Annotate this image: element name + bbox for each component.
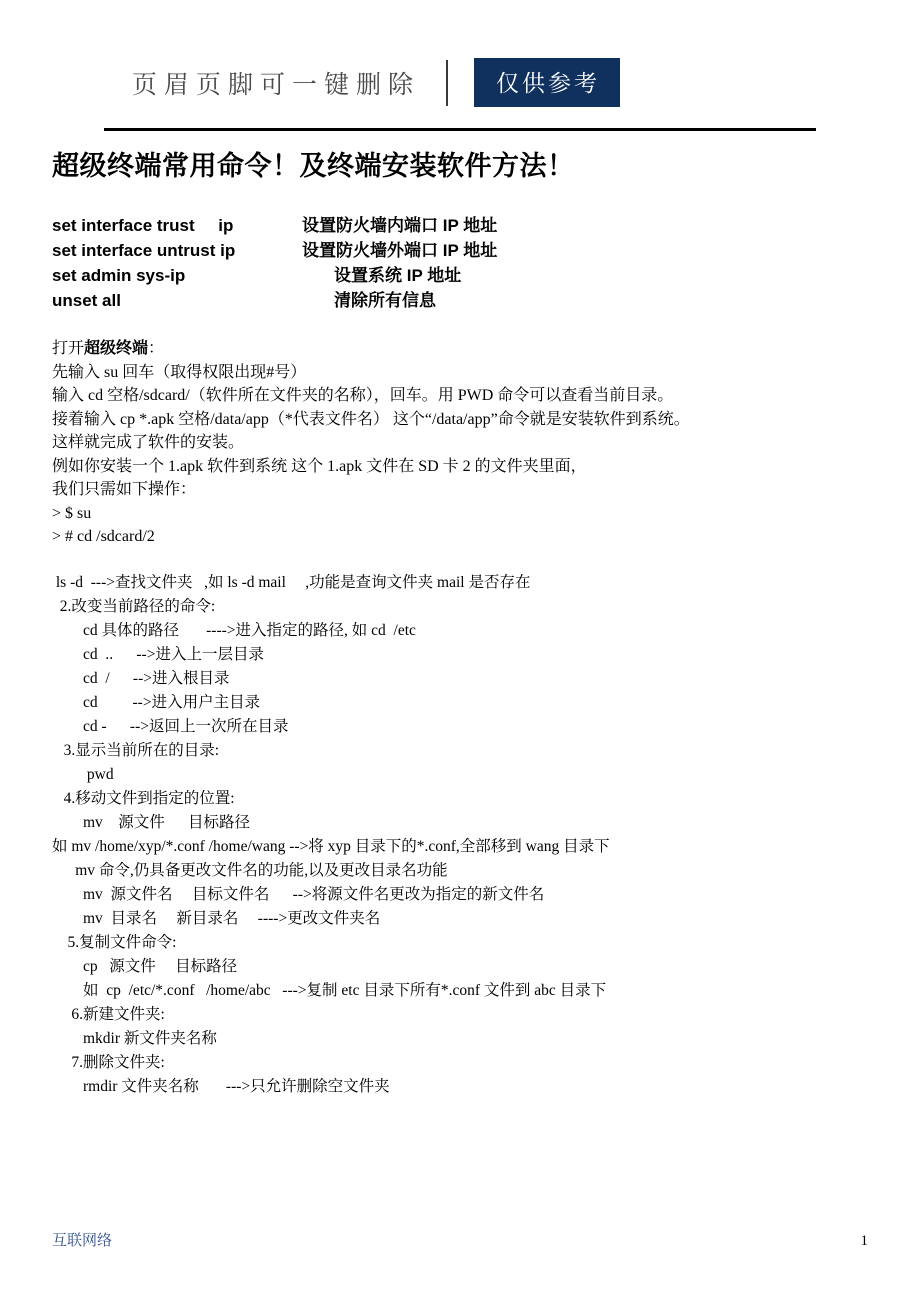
- reference-line: 6.新建文件夹:: [52, 1005, 165, 1023]
- command-name: set interface trust ip: [52, 216, 234, 235]
- command-name: set interface untrust ip: [52, 241, 236, 260]
- page-footer: [52, 1229, 868, 1250]
- reference-line: cp 源文件 目标路径: [52, 957, 238, 975]
- instructions-lead: [52, 337, 868, 361]
- command-description: 清除所有信息: [334, 291, 436, 310]
- lead-bold: 超级终端: [84, 340, 149, 357]
- command-description: 设置防火墙内端口 IP 地址: [302, 216, 498, 235]
- reference-line: cd / -->进入根目录: [52, 669, 230, 687]
- command-description: 设置系统 IP 地址: [334, 266, 462, 285]
- reference-line: 如 cp /etc/*.conf /home/abc --->复制 etc 目录下所有*.conf 文件到 abc 目录下: [52, 981, 607, 999]
- reference-line: 2.改变当前路径的命令:: [52, 597, 216, 615]
- lead-tail: ：: [148, 340, 165, 357]
- reference-line: cd 具体的路径 ---->进入指定的路径, 如 cd /etc: [52, 621, 416, 639]
- reference-line: mv 源文件名 目标文件名 -->将源文件名更改为指定的新文件名: [52, 885, 545, 903]
- command-description: 设置防火墙外端口 IP 地址: [302, 241, 498, 260]
- instruction-line: > # cd /sdcard/2: [52, 528, 155, 545]
- reference-line: cd - -->返回上一次所在目录: [52, 717, 289, 735]
- reference-line: mkdir 新文件夹名称: [52, 1029, 217, 1047]
- instruction-line: 例如你安装一个 1.apk 软件到系统 这个 1.apk 文件在 SD 卡 2 的文件夹里面，: [52, 457, 587, 475]
- reference-line: cd -->进入用户主目录: [52, 693, 261, 711]
- header-badge: 仅供参考: [474, 58, 620, 107]
- instruction-line: 接着输入 cp *.apk 空格/data/app（*代表文件名） 这个“/data/app”命令就是安装软件到系统。: [52, 410, 690, 428]
- command-row: [52, 288, 868, 313]
- instruction-line: > $ su: [52, 504, 92, 522]
- page-number: 1: [860, 1233, 868, 1249]
- reference-line: mv 命令,仍具备更改文件名的功能,以及更改目录名功能: [52, 861, 448, 879]
- command-row: [52, 213, 868, 238]
- reference-line: 如 mv /home/xyp/*.conf /home/wang -->将 xyp 目录下的*.conf,全部移到 wang 目录下: [52, 837, 610, 855]
- reference-line: 7.删除文件夹:: [52, 1053, 165, 1071]
- header-watermark: [132, 58, 868, 107]
- command-list: [52, 213, 868, 313]
- reference-line: ls -d --->查找文件夹 ,如 ls -d mail ,功能是查询文件夹 mail 是否存在: [52, 573, 531, 591]
- command-name: set admin sys-ip: [52, 266, 186, 285]
- reference-line: cd .. -->进入上一层目录: [52, 645, 264, 663]
- reference-line: 5.复制文件命令:: [52, 933, 177, 951]
- reference-line: 4.移动文件到指定的位置:: [52, 789, 235, 807]
- instruction-line: 先输入 su 回车（取得权限出现#号）: [52, 363, 307, 381]
- instruction-line: 我们只需如下操作：: [52, 481, 197, 498]
- page-title: 超级终端常用命令！及终端安装软件方法！: [52, 151, 575, 181]
- reference-line: mv 源文件 目标路径: [52, 813, 251, 831]
- command-row: [52, 263, 868, 288]
- header-watermark-text: 页眉页脚可一键删除: [132, 71, 421, 99]
- page-header: [52, 0, 868, 118]
- reference-line: pwd: [52, 765, 114, 783]
- reference-line: rmdir 文件夹名称 --->只允许删除空文件夹: [52, 1077, 390, 1095]
- command-name: unset all: [52, 291, 121, 310]
- lead-plain: 打开: [52, 340, 85, 357]
- reference-line: 3.显示当前所在的目录:: [52, 741, 220, 759]
- instructions-section: [52, 337, 868, 549]
- footer-source: 互联网络: [52, 1233, 113, 1249]
- header-divider: [446, 60, 448, 106]
- reference-line: mv 目录名 新目录名 ---->更改文件夹名: [52, 909, 381, 927]
- instruction-line: 这样就完成了软件的安装。: [52, 434, 245, 451]
- instruction-line: 输入 cd 空格/sdcard/（软件所在文件夹的名称），回车。用 PWD 命令可以查看当前目录。: [52, 387, 674, 404]
- command-reference-section: [52, 571, 868, 1099]
- header-rule: [104, 128, 816, 131]
- command-row: [52, 238, 868, 263]
